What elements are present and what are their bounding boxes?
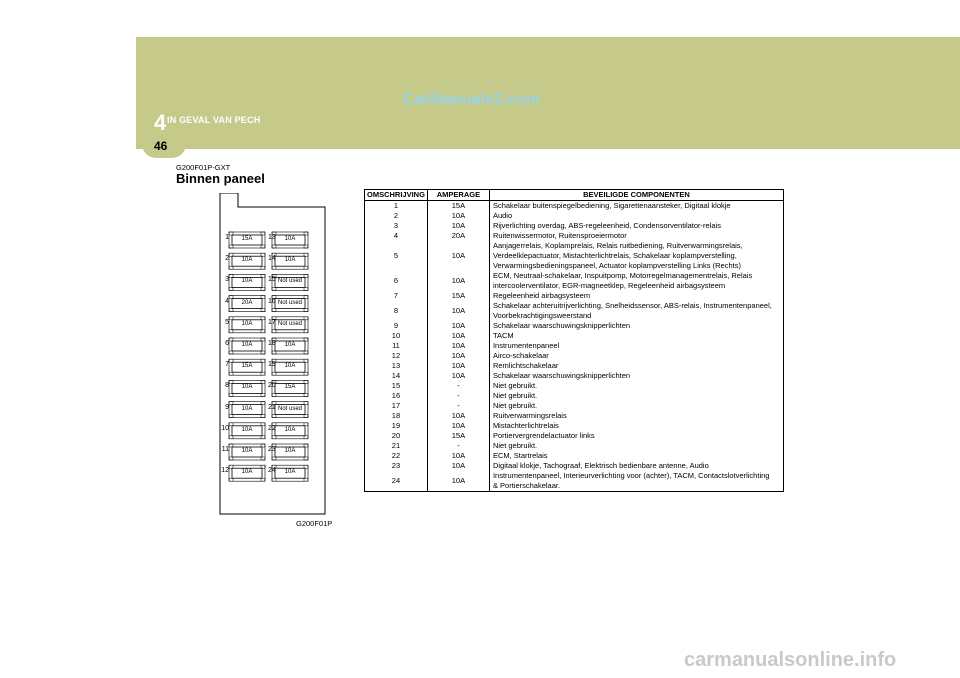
fuse-terminal xyxy=(229,309,233,312)
fuse-number: 24 xyxy=(268,467,276,475)
fuse-terminal xyxy=(261,478,265,481)
components-cell xyxy=(489,331,783,341)
fuse-number-cell: 23 xyxy=(365,461,428,471)
fuse-number: 10 xyxy=(221,424,229,432)
fuse-label: 10A xyxy=(241,448,253,454)
components-cell xyxy=(489,341,783,351)
table-row xyxy=(365,371,784,381)
fuse-label: 15A xyxy=(241,236,253,242)
fuse-number: 17 xyxy=(268,318,276,326)
table-row xyxy=(365,271,784,291)
fuse-box-diagram xyxy=(210,193,326,515)
fuse-label: 10A xyxy=(241,257,253,264)
fuse-terminal xyxy=(272,393,276,396)
header-omschrijving: OMSCHRIJVING xyxy=(365,190,428,201)
fuse-number-cell: 17 xyxy=(365,401,428,411)
amperage-cell: - xyxy=(427,401,489,411)
components-line: Verwarmingsbedieningspaneel, Actuator koplampverstelling Links (Rechts) xyxy=(492,261,741,270)
table-row xyxy=(365,221,784,231)
fuse-terminal xyxy=(229,330,233,333)
table-row xyxy=(365,381,784,391)
fuse-number-cell: 10 xyxy=(365,331,428,341)
fuse-terminal xyxy=(272,330,276,333)
fuse-terminal xyxy=(304,372,308,375)
fuse-label: 15A xyxy=(284,384,296,391)
fuse-label: 10A xyxy=(284,363,296,370)
components-cell xyxy=(489,321,783,331)
fuse-terminal xyxy=(229,245,233,248)
fuse-label: 10A xyxy=(284,426,296,433)
fuse-number: 16 xyxy=(268,297,276,305)
fuse-terminal xyxy=(261,351,265,354)
fuse-label: Not used xyxy=(277,299,302,306)
fuse-table xyxy=(364,189,784,492)
components-cell xyxy=(489,471,783,492)
amperage-cell: 15A xyxy=(427,201,489,212)
fuse-terminal xyxy=(272,415,276,418)
amperage-cell: 20A xyxy=(427,231,489,241)
fuse-number-cell: 22 xyxy=(365,451,428,461)
fuse-label: 10A xyxy=(241,342,253,348)
table-row xyxy=(365,391,784,401)
fuse-number-cell: 12 xyxy=(365,351,428,361)
fuse-label: Not used xyxy=(277,320,302,327)
fuse-number-cell: 13 xyxy=(365,361,428,371)
fuse-label: Not used xyxy=(277,405,302,412)
fuse-terminal xyxy=(229,351,233,354)
components-cell xyxy=(489,461,783,471)
fuse-terminal xyxy=(272,457,276,460)
components-cell xyxy=(489,441,783,451)
components-line: Airco-schakelaar xyxy=(492,351,549,360)
fuse-number: 12 xyxy=(221,467,229,475)
components-line: Schakelaar achteruitrijverlichting, Snelheidssensor, ABS-relais, Instrumentenpaneel, xyxy=(492,301,772,310)
fuse-number-cell: 21 xyxy=(365,441,428,451)
fuse-number-cell: 14 xyxy=(365,371,428,381)
amperage-cell: 10A xyxy=(427,421,489,431)
fuse-number: 8 xyxy=(225,382,229,390)
fuse-terminal xyxy=(304,287,308,290)
table-row xyxy=(365,451,784,461)
fuse-terminal xyxy=(272,436,276,439)
fuse-number: 20 xyxy=(268,382,276,390)
components-line: Instrumentenpaneel, Interieurverlichting voor (achter), TACM, Contactslotverlichting xyxy=(492,471,770,480)
table-row xyxy=(365,211,784,221)
fuse-terminal xyxy=(229,393,233,396)
fuse-terminal xyxy=(304,478,308,481)
components-line: Niet gebruikt. xyxy=(492,401,538,410)
components-line: Mistachterlichtrelais xyxy=(492,421,559,430)
table-row xyxy=(365,401,784,411)
fuse-number-cell: 24 xyxy=(365,471,428,492)
fuse-terminal xyxy=(261,287,265,290)
components-line: Schakelaar waarschuwingsknipperlichten xyxy=(492,321,631,330)
components-cell xyxy=(489,421,783,431)
fuse-terminal xyxy=(304,330,308,333)
fuse-number: 3 xyxy=(225,276,229,284)
components-line: Verdeelklepactuator, Mistachterlichtrelais, Schakelaar koplampverstelling, xyxy=(492,251,737,260)
fuse-number: 9 xyxy=(225,403,229,411)
amperage-cell: 15A xyxy=(427,431,489,441)
components-line: Rijverlichting overdag, ABS-regeleenheid, Condensorventilator-relais xyxy=(492,221,721,230)
fuse-number-cell: 1 xyxy=(365,201,428,212)
fuse-number-cell: 9 xyxy=(365,321,428,331)
amperage-cell: - xyxy=(427,441,489,451)
watermark-bottom[interactable]: carmanualsonline.info xyxy=(684,649,897,671)
components-line: Schakelaar buitenspiegelbediening, Sigarettenaansteker, Digitaal klokje xyxy=(492,201,731,210)
amperage-cell: 10A xyxy=(427,271,489,291)
fuse-label: 10A xyxy=(284,469,296,476)
section-title: Binnen paneel xyxy=(176,171,265,186)
fuse-terminal xyxy=(261,415,265,418)
fuse-number: 15 xyxy=(268,276,276,284)
components-cell xyxy=(489,371,783,381)
fuse-label: Not used xyxy=(277,278,302,285)
fuse-label: 10A xyxy=(241,320,253,327)
components-line: Remlichtschakelaar xyxy=(492,361,559,370)
fuse-label: 10A xyxy=(241,426,253,433)
fuse-label: 20A xyxy=(241,299,253,306)
fuse-terminal xyxy=(229,266,233,269)
fuse-terminal xyxy=(304,393,308,396)
amperage-cell: 10A xyxy=(427,331,489,341)
fuse-number: 21 xyxy=(268,403,276,411)
fuse-label: 15A xyxy=(241,363,253,370)
amperage-cell: 10A xyxy=(427,461,489,471)
components-cell xyxy=(489,391,783,401)
fuse-number: 7 xyxy=(225,361,229,369)
fuse-terminal xyxy=(272,372,276,375)
fuse-terminal xyxy=(304,266,308,269)
fuse-label: 10A xyxy=(241,278,253,285)
fuse-terminal xyxy=(272,245,276,248)
fuse-label: 10A xyxy=(241,384,253,391)
components-cell xyxy=(489,451,783,461)
table-row xyxy=(365,431,784,441)
fuse-number-cell: 18 xyxy=(365,411,428,421)
fuse-terminal xyxy=(229,415,233,418)
components-cell xyxy=(489,291,783,301)
fuse-number: 22 xyxy=(268,424,276,432)
components-cell xyxy=(489,411,783,421)
header-components: BEVEILIGDE COMPONENTEN xyxy=(489,190,783,201)
fuse-terminal xyxy=(229,457,233,460)
header-amperage: AMPERAGE xyxy=(427,190,489,201)
table-row xyxy=(365,291,784,301)
header-band xyxy=(136,37,960,149)
fuse-terminal xyxy=(304,436,308,439)
fuse-number-cell: 3 xyxy=(365,221,428,231)
fuse-number-cell: 16 xyxy=(365,391,428,401)
page-number: 46 xyxy=(154,139,168,153)
components-line: Voorbekrachtigingsweerstand xyxy=(492,311,592,320)
components-cell xyxy=(489,381,783,391)
table-header-row xyxy=(365,190,784,201)
fuse-number-cell: 20 xyxy=(365,431,428,441)
components-cell xyxy=(489,241,783,271)
components-line: Audio xyxy=(492,211,513,220)
amperage-cell: 10A xyxy=(427,361,489,371)
fuse-terminal xyxy=(261,457,265,460)
fuse-terminal xyxy=(304,415,308,418)
components-line: ECM, Neutraal-schakelaar, Inspuitpomp, Motorregelmanagementrelais, Relais xyxy=(492,271,753,280)
components-line: Ruitverwarmingsrelais xyxy=(492,411,567,420)
fuse-number: 11 xyxy=(221,446,229,453)
table-row xyxy=(365,361,784,371)
diagram-caption: G200F01P xyxy=(296,519,333,528)
components-line: Schakelaar waarschuwingsknipperlichten xyxy=(492,371,631,380)
fuse-number: 14 xyxy=(268,255,276,263)
fuse-terminal xyxy=(304,309,308,312)
fuse-label: 10A xyxy=(284,342,296,348)
table-row xyxy=(365,231,784,241)
components-cell xyxy=(489,221,783,231)
amperage-cell: 10A xyxy=(427,241,489,271)
fuse-terminal xyxy=(261,245,265,248)
components-cell xyxy=(489,201,783,212)
fuse-number: 18 xyxy=(268,340,276,347)
fuse-number: 4 xyxy=(225,297,229,305)
fuse-number-cell: 11 xyxy=(365,341,428,351)
table-row xyxy=(365,471,784,492)
fuse-number-cell: 6 xyxy=(365,271,428,291)
amperage-cell: 10A xyxy=(427,471,489,492)
table-row xyxy=(365,421,784,431)
fuse-number: 5 xyxy=(225,318,229,326)
components-line: Niet gebruikt. xyxy=(492,391,538,400)
table-row xyxy=(365,321,784,331)
table-row xyxy=(365,331,784,341)
fuse-terminal xyxy=(304,457,308,460)
fuse-label: 10A xyxy=(284,257,296,264)
table-row xyxy=(365,301,784,321)
components-cell xyxy=(489,211,783,221)
chapter-number: 4 xyxy=(154,110,167,135)
amperage-cell: 10A xyxy=(427,211,489,221)
fuse-number: 6 xyxy=(225,340,229,347)
amperage-cell: 15A xyxy=(427,291,489,301)
table-row xyxy=(365,201,784,212)
chapter-title: IN GEVAL VAN PECH xyxy=(167,115,261,125)
fuse-number-cell: 15 xyxy=(365,381,428,391)
components-line: Niet gebruikt. xyxy=(492,441,538,450)
components-line: & Portierschakelaar. xyxy=(492,481,561,490)
amperage-cell: - xyxy=(427,391,489,401)
amperage-cell: - xyxy=(427,381,489,391)
fuse-terminal xyxy=(304,245,308,248)
section-code: G200F01P-GXT xyxy=(176,163,231,172)
fuse-terminal xyxy=(261,372,265,375)
fuse-terminal xyxy=(261,436,265,439)
amperage-cell: 10A xyxy=(427,351,489,361)
fuse-number-cell: 8 xyxy=(365,301,428,321)
components-cell xyxy=(489,401,783,411)
table-row xyxy=(365,241,784,271)
fuse-terminal xyxy=(261,266,265,269)
amperage-cell: 10A xyxy=(427,411,489,421)
components-line: ECM, Startrelais xyxy=(492,451,548,460)
components-line: TACM xyxy=(492,331,514,340)
amperage-cell: 10A xyxy=(427,371,489,381)
components-line: Portiervergrendelactuator links xyxy=(492,431,595,440)
components-line: Aanjagerrelais, Koplamprelais, Relais ruitbediening, Ruitverwarmingsrelais, xyxy=(492,241,743,250)
components-line: Regeleenheid airbagsysteem xyxy=(492,291,591,300)
fuse-number-cell: 7 xyxy=(365,291,428,301)
amperage-cell: 10A xyxy=(427,341,489,351)
table-row xyxy=(365,411,784,421)
fuse-terminal xyxy=(229,287,233,290)
amperage-cell: 10A xyxy=(427,451,489,461)
fuse-number: 1 xyxy=(225,234,229,241)
fuse-terminal xyxy=(272,309,276,312)
fuse-terminal xyxy=(304,351,308,354)
amperage-cell: 10A xyxy=(427,321,489,331)
fuse-number-cell: 4 xyxy=(365,231,428,241)
fuse-number: 2 xyxy=(225,255,229,263)
fuse-number: 19 xyxy=(268,361,276,369)
fuse-number: 23 xyxy=(268,446,276,453)
fuse-label: 10A xyxy=(241,405,253,412)
fuse-number-cell: 5 xyxy=(365,241,428,271)
watermark-top[interactable]: CarManuals2.com xyxy=(403,91,540,108)
fuse-terminal xyxy=(272,287,276,290)
fuse-terminal xyxy=(272,266,276,269)
table-row xyxy=(365,351,784,361)
components-cell xyxy=(489,351,783,361)
fuse-number-cell: 19 xyxy=(365,421,428,431)
fuse-terminal xyxy=(261,309,265,312)
components-line: intercoolerventilator, EGR-magneetklep, Regeleenheid airbagsysteem xyxy=(492,281,726,290)
components-line: Digitaal klokje, Tachograaf, Elektrisch bedienbare antenne, Audio xyxy=(492,461,709,470)
components-cell xyxy=(489,431,783,441)
components-cell xyxy=(489,231,783,241)
fuse-label: 10A xyxy=(241,469,253,476)
components-cell xyxy=(489,271,783,291)
fuse-terminal xyxy=(261,330,265,333)
fuse-terminal xyxy=(229,436,233,439)
fuse-terminal xyxy=(261,393,265,396)
fuse-number: 13 xyxy=(268,234,276,241)
components-line: Instrumentenpaneel xyxy=(492,341,560,350)
fuse-label: 10A xyxy=(284,448,296,454)
fuse-number-cell: 2 xyxy=(365,211,428,221)
fuse-terminal xyxy=(272,478,276,481)
components-cell xyxy=(489,301,783,321)
amperage-cell: 10A xyxy=(427,221,489,231)
components-line: Niet gebruikt. xyxy=(492,381,538,390)
components-cell xyxy=(489,361,783,371)
table-row xyxy=(365,461,784,471)
table-row xyxy=(365,441,784,451)
fuse-terminal xyxy=(229,478,233,481)
table-row xyxy=(365,341,784,351)
components-line: Ruitenwissermotor, Ruitensproeiermotor xyxy=(492,231,627,240)
fuse-terminal xyxy=(229,372,233,375)
fuse-terminal xyxy=(272,351,276,354)
amperage-cell: 10A xyxy=(427,301,489,321)
fuse-label: 10A xyxy=(284,236,296,242)
